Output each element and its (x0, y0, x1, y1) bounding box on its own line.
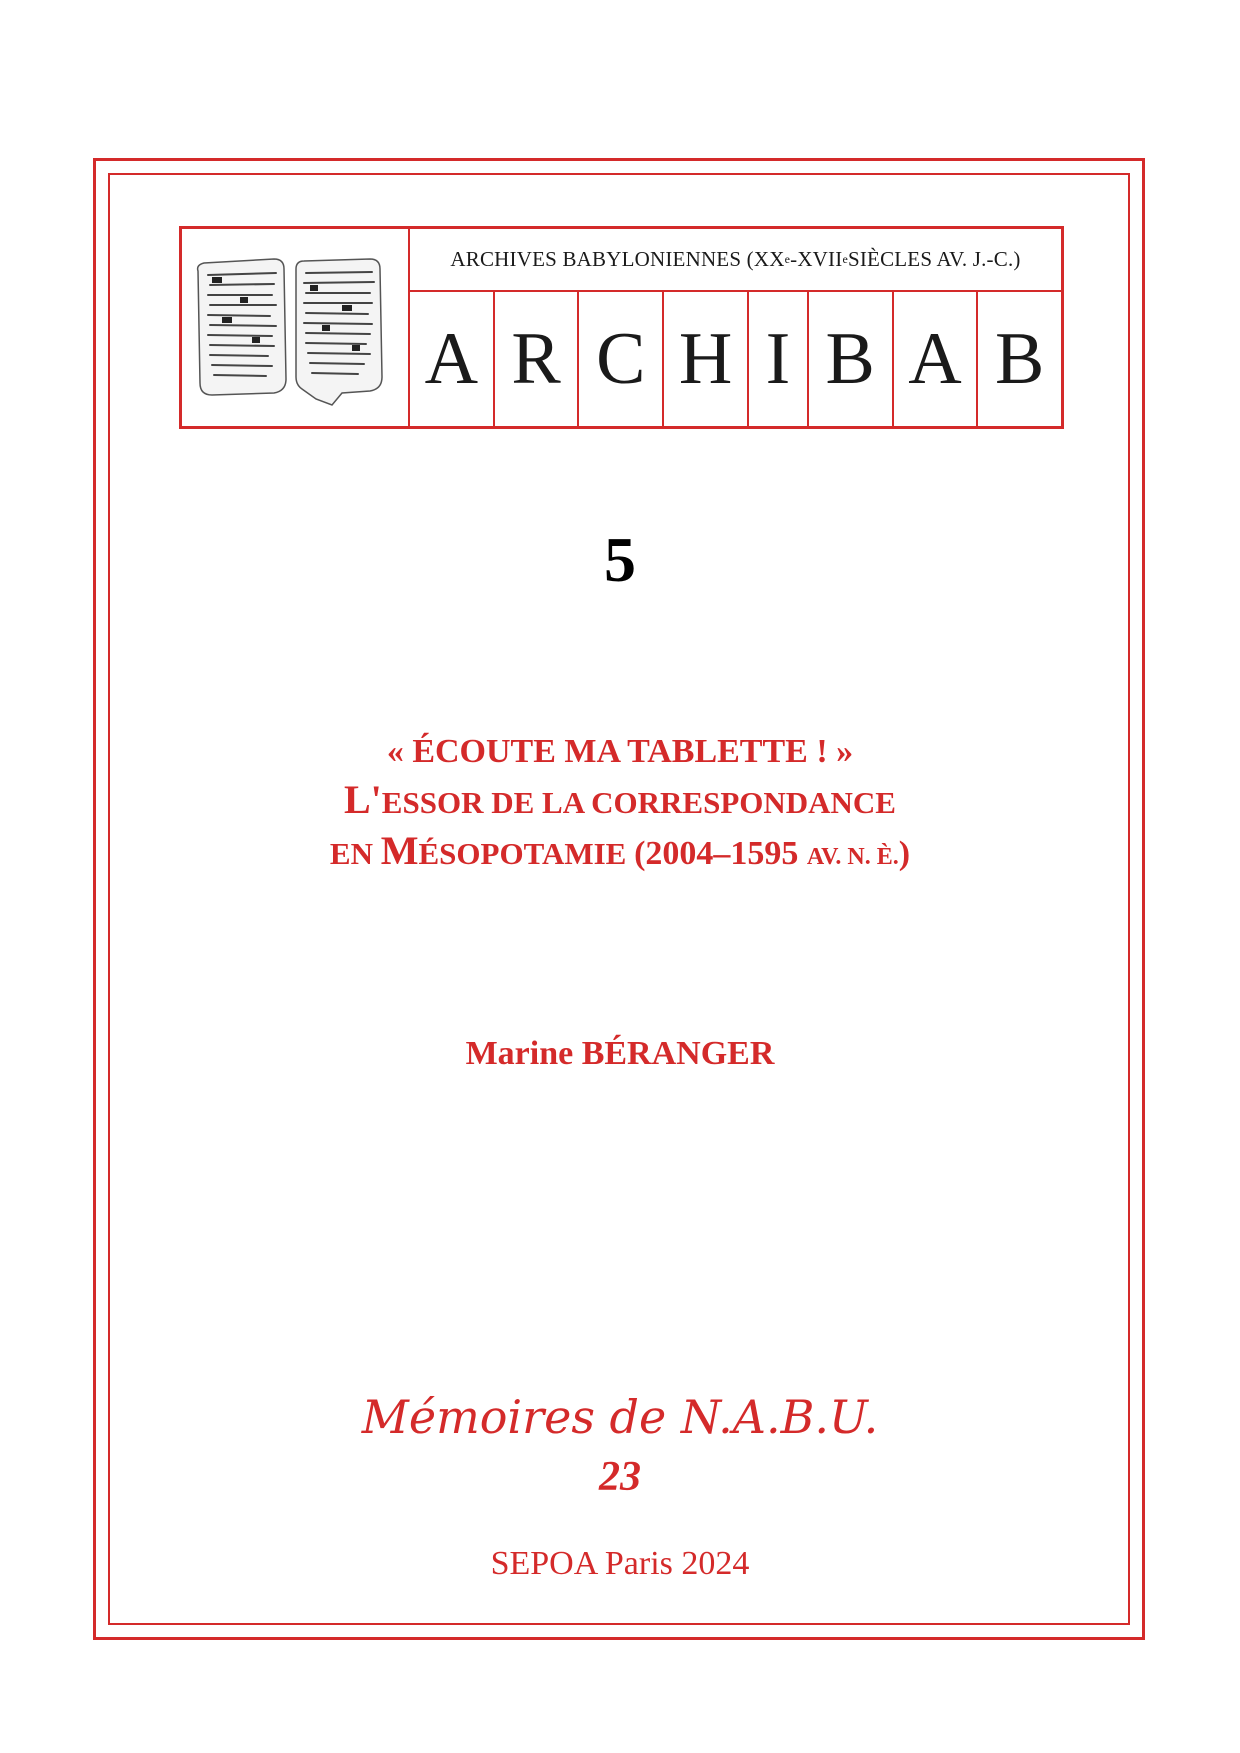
series-number: 23 (599, 1454, 641, 1500)
volume-number: 5 (604, 524, 636, 595)
title-line-3: EN MÉSOPOTAMIE (2004–1595 AV. N. È.) (329, 828, 911, 873)
book-title (0, 728, 1240, 881)
series-name: Mémoires de N.A.B.U. (361, 1390, 879, 1444)
wordmark-letter: B (995, 318, 1045, 400)
wordmark-letter: H (664, 292, 749, 426)
banner-subtitle: ARCHIVES BABYLONIENNES (XX e -XVII e SIÈCLES AV. J.-C.) (410, 229, 1061, 292)
wordmark-letter: B (809, 292, 894, 426)
wordmark-letter: C (579, 292, 664, 426)
wordmark-letter: R (495, 292, 580, 426)
archibab-banner (179, 226, 1064, 429)
wordmark-letter: A (894, 292, 979, 426)
wordmark-letter: A (410, 292, 495, 426)
wordmark-letter: I (749, 292, 809, 426)
archibab-wordmark (410, 292, 1061, 426)
cuneiform-tablets-image (182, 229, 410, 426)
title-line-2: L'ESSOR DE LA CORRESPONDANCE (344, 777, 896, 822)
publisher-line: SEPOA Paris 2024 (490, 1545, 750, 1582)
author-name: Marine BÉRANGER (465, 1035, 775, 1072)
title-line-1: « ÉCOUTE MA TABLETTE ! » (386, 733, 854, 770)
tablet-drawing-icon (182, 229, 408, 426)
